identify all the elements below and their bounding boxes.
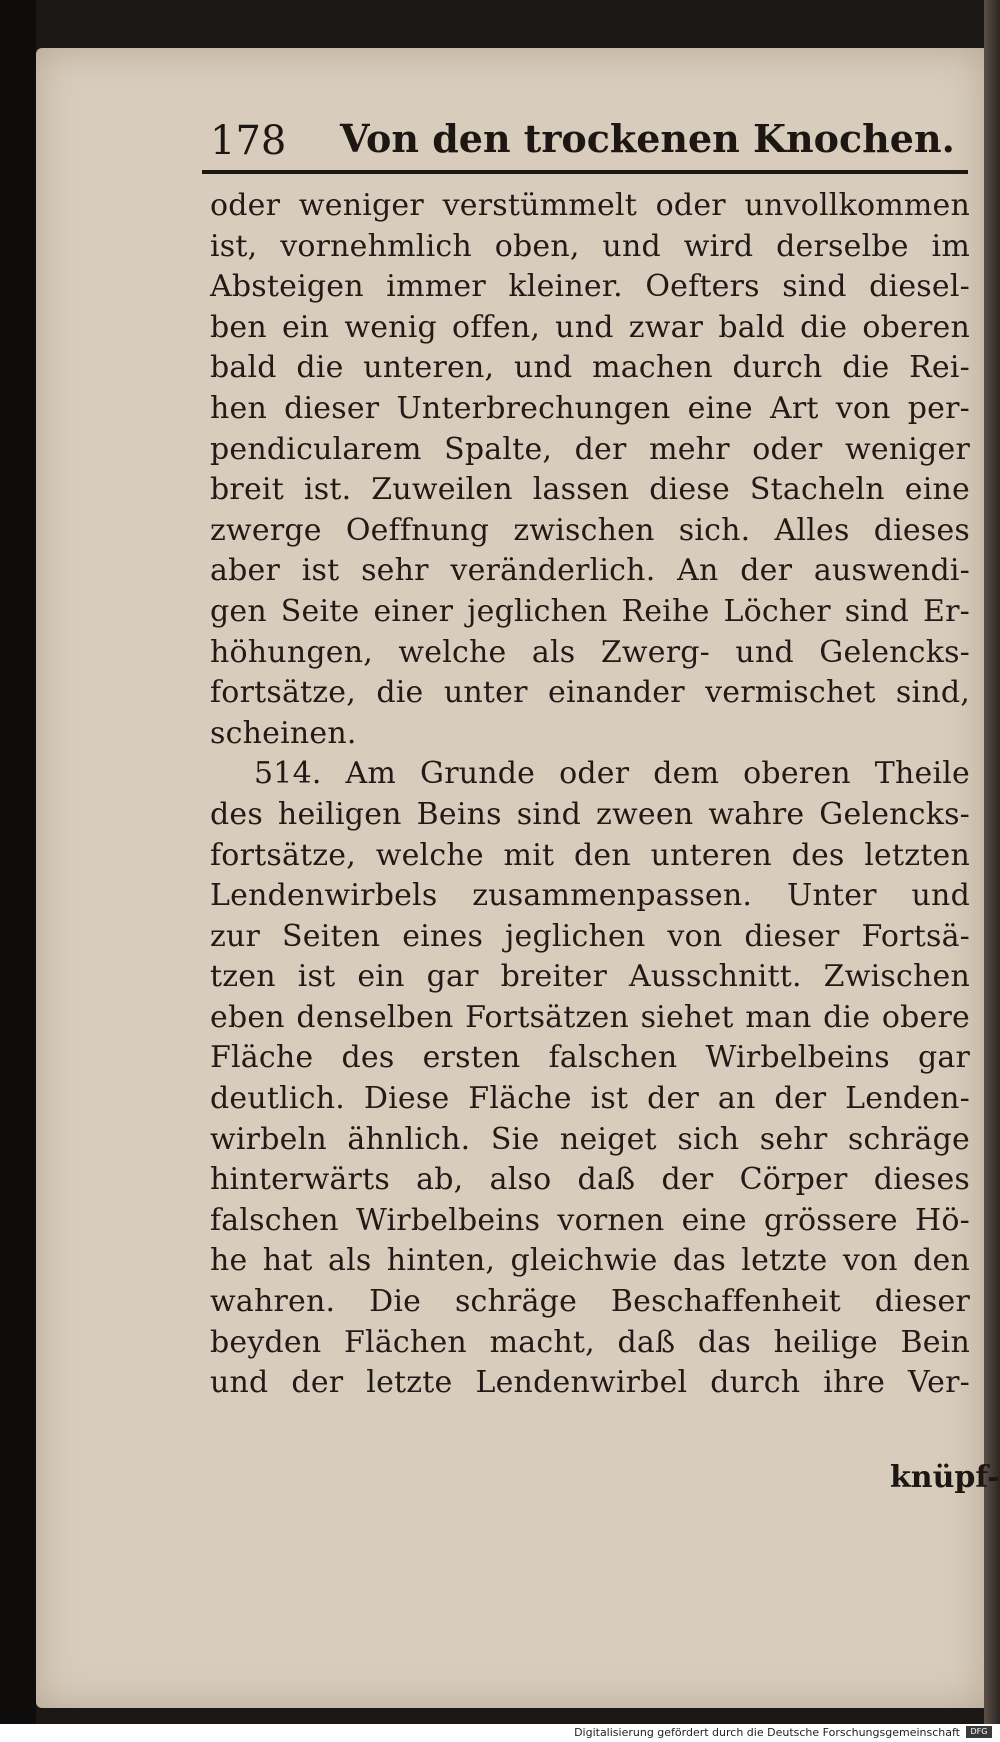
text-line: tzen ist ein gar breiter Ausschnitt. Zwischen: [210, 959, 970, 995]
text-line: wirbeln ähnlich. Sie neiget sich sehr schräge: [210, 1121, 970, 1157]
text-line: bald die unteren, und machen durch die Rei-: [210, 350, 970, 386]
text-line: beyden Flächen macht, daß das heilige Bein: [210, 1324, 970, 1360]
running-head: Von den trockenen Knochen.: [340, 116, 955, 161]
text-line: falschen Wirbelbeins vornen eine grössere Hö-: [210, 1202, 970, 1238]
text-line: gen Seite einer jeglichen Reihe Löcher sind Er-: [210, 593, 970, 629]
paragraph-start-line: 514. Am Grunde oder dem oberen Theile: [254, 756, 970, 792]
text-line: zur Seiten eines jeglichen von dieser Fortsä-: [210, 918, 970, 954]
text-line: oder weniger verstümmelt oder unvollkommen: [210, 188, 970, 223]
text-line: he hat als hinten, gleichwie das letzte von den: [210, 1243, 970, 1279]
text-line: hinterwärts ab, also daß der Cörper dieses: [210, 1162, 970, 1198]
text-line: pendicularem Spalte, der mehr oder weniger: [210, 431, 970, 467]
dfg-logo-icon: DFG: [966, 1726, 992, 1738]
page-header: [170, 112, 970, 172]
text-line: fortsätze, die unter einander vermischet sind,: [210, 675, 970, 711]
text-line: ben ein wenig offen, und zwar bald die oberen: [210, 309, 970, 345]
header-rule: [202, 170, 968, 174]
text-line: Absteigen immer kleiner. Oefters sind diesel-: [210, 269, 970, 305]
text-line: wahren. Die schräge Beschaffenheit dieser: [210, 1284, 970, 1320]
text-line: hen dieser Unterbrechungen eine Art von per-: [210, 390, 970, 426]
text-line: und der letzte Lendenwirbel durch ihre Ver-: [210, 1365, 970, 1401]
text-line: deutlich. Diese Fläche ist der an der Lenden-: [210, 1081, 970, 1117]
text-line: höhungen, welche als Zwerg- und Gelencks-: [210, 634, 970, 670]
text-line: scheinen.: [210, 715, 357, 751]
text-line: fortsätze, welche mit den unteren des letzten: [210, 837, 970, 873]
text-line: Fläche des ersten falschen Wirbelbeins gar: [210, 1040, 970, 1076]
text-line: eben denselben Fortsätzen siehet man die obere: [210, 999, 970, 1035]
catchword: knüpf-: [890, 1460, 1000, 1495]
text-line: aber ist sehr veränderlich. An der auswendi-: [210, 553, 970, 589]
digitization-footer: [0, 1724, 1000, 1742]
text-line: breit ist. Zuweilen lassen diese Stacheln eine: [210, 472, 970, 508]
page-number: 178: [210, 118, 287, 164]
text-line: Lendenwirbels zusammenpassen. Unter und: [210, 878, 970, 914]
text-line: ist, vornehmlich oben, und wird derselbe im: [210, 228, 970, 264]
text-line: des heiligen Beins sind zween wahre Gelencks-: [210, 796, 970, 832]
text-line: zwerge Oeffnung zwischen sich. Alles dieses: [210, 512, 970, 548]
body-text: [210, 186, 970, 1404]
book-gutter: [0, 0, 36, 1742]
footer-credit: Digitalisierung gefördert durch die Deutsche Forschungsgemeinschaft: [574, 1726, 960, 1739]
